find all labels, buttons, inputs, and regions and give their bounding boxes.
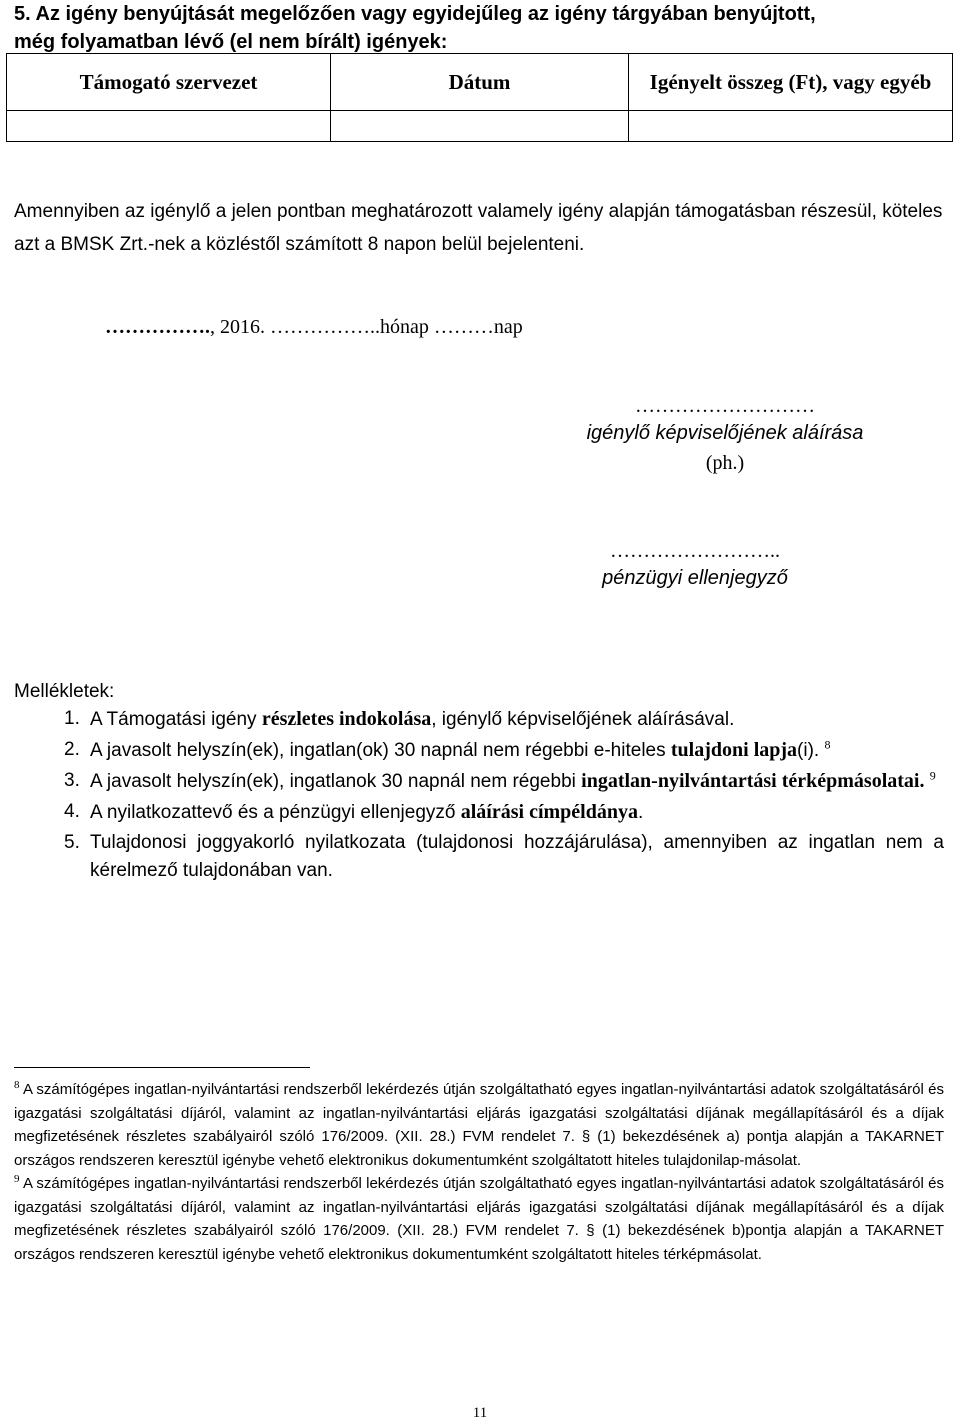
table-cell-organization[interactable] (7, 111, 331, 142)
list-item (14, 705, 944, 734)
list-item-text: A javasolt helyszín(ek), ingatlanok 30 napnál nem régebbi (90, 771, 582, 792)
date-line (105, 313, 523, 341)
signature-line: ……………………… (635, 395, 815, 417)
year-text: , 2016. (210, 316, 265, 338)
notification-paragraph: Amennyiben az igénylő a jelen pontban meghatározott valamely igény alapján támogatásban részesül, köteles azt a BMSK Zrt.-nek a közléstől számított 8 napon belül bejelenteni. (14, 201, 943, 255)
list-item-bold-text: ingatlan-nyilvántartási térképmásolatai. (581, 770, 925, 792)
pending-claims-table (6, 53, 953, 142)
footnote-divider (14, 1067, 310, 1068)
day-placeholder: ……… (428, 316, 494, 338)
list-item-number: 3. (64, 770, 80, 791)
section-heading-line-2: még folyamatban lévő (el nem bírált) igények: (14, 31, 448, 53)
list-item-text: (i). (797, 740, 820, 761)
list-item-text: A nyilatkozattevő és a pénzügyi ellenjegyző (90, 802, 461, 823)
list-item-number: 2. (64, 739, 80, 760)
list-item-text: A Támogatási igény (90, 709, 262, 730)
page-number: 11 (472, 1405, 488, 1421)
day-label: nap (493, 316, 523, 338)
footnote-9 (14, 1172, 944, 1266)
stamp-label: (ph.) (705, 452, 745, 474)
place-placeholder: ……………. (105, 316, 210, 338)
footnote-mark: 8 (14, 1079, 20, 1091)
list-item-text: . (637, 802, 644, 823)
footnote-text: A számítógépes ingatlan-nyilvántartási rendszerből lekérdezés útján szolgáltatható egyes ingatlan-nyilvántartási adatok szolgáltatásáról és igazgatási szolgáltatási díjáról, valamint az ingatlan-nyilvántartási eljárás igazgatási szolgáltatási díjának megállapításáról és a díjak megfizetésének részletes szabályairól szóló 176/2009. (XII. 28.) FVM rendelet 7. § (1) bekezdésének a) pontja alapján a TAKARNET országos rendszeren keresztül igénybe vehető elektronikus dokumentumként szolgáltatott hiteles tulajdonilap-másolat. (14, 1081, 944, 1169)
column-header-requested-amount: Igényelt összeg (Ft), vagy egyéb (629, 54, 953, 111)
column-header-supporting-organization: Támogató szervezet (7, 54, 331, 111)
footnote-text: A számítógépes ingatlan-nyilvántartási rendszerből lekérdezés útján szolgáltatható egyes ingatlan-nyilvántartási adatok szolgáltatásáról és igazgatási szolgáltatási díjáról, valamint az ingatlan-nyilvántartási eljárás igazgatási szolgáltatási díjának megállapításáról és a díjak megfizetésének részletes szabályairól szóló 176/2009. (XII. 28.) FVM rendelet 7. § (1) bekezdésének b)pontja alapján a TAKARNET országos rendszeren keresztül igénybe vehető elektronikus dokumentumként szolgáltatott hiteles térképmásolat. (14, 1175, 944, 1263)
list-item-bold-text: részletes indokolása (261, 708, 432, 730)
list-item (14, 798, 944, 827)
representative-signature-block (560, 395, 890, 477)
footnotes (14, 1078, 944, 1266)
signature-label: pénzügyi ellenjegyző (602, 567, 788, 589)
column-header-date: Dátum (331, 54, 629, 111)
list-item-text: Tulajdonosi joggyakorló nyilatkozata (tulajdonosi hozzájárulása), amennyiben az ingatlan nem a kérelmező tulajdonában van. (90, 832, 944, 881)
footnote-mark: 9 (14, 1173, 20, 1185)
footnote-reference[interactable]: 9 (929, 768, 936, 783)
list-item (14, 736, 944, 765)
attachments-title: Mellékletek: (14, 681, 115, 702)
finance-countersignature-block (555, 540, 835, 594)
attachments-list (14, 705, 944, 887)
list-item-bold-text: aláírási címpéldánya (460, 801, 638, 823)
list-item-bold-text: tulajdoni lapja (670, 739, 798, 761)
signature-line: …………………….. (610, 540, 780, 562)
table-cell-date[interactable] (331, 111, 629, 142)
signature-label: igénylő képviselőjének aláírása (586, 422, 864, 444)
table-row (7, 111, 953, 142)
section-heading-line-1: 5. Az igény benyújtását megelőzően vagy egyidejűleg az igény tárgyában benyújtott, (14, 3, 816, 25)
footnote-reference[interactable]: 8 (824, 737, 831, 752)
list-item-number: 1. (64, 708, 80, 729)
list-item-number: 5. (64, 832, 80, 853)
table-header-row (7, 54, 953, 111)
month-placeholder: …………… (265, 316, 370, 338)
month-label: ..hónap (370, 316, 429, 338)
list-item (14, 767, 944, 796)
list-item-text: , igénylő képviselőjének aláírásával. (431, 709, 735, 730)
list-item-number: 4. (64, 801, 80, 822)
table-cell-amount[interactable] (629, 111, 953, 142)
list-item (14, 829, 944, 885)
footnote-8 (14, 1078, 944, 1172)
list-item-text: A javasolt helyszín(ek), ingatlan(ok) 30 napnál nem régebbi e-hiteles (90, 740, 671, 761)
section-heading (14, 0, 950, 56)
